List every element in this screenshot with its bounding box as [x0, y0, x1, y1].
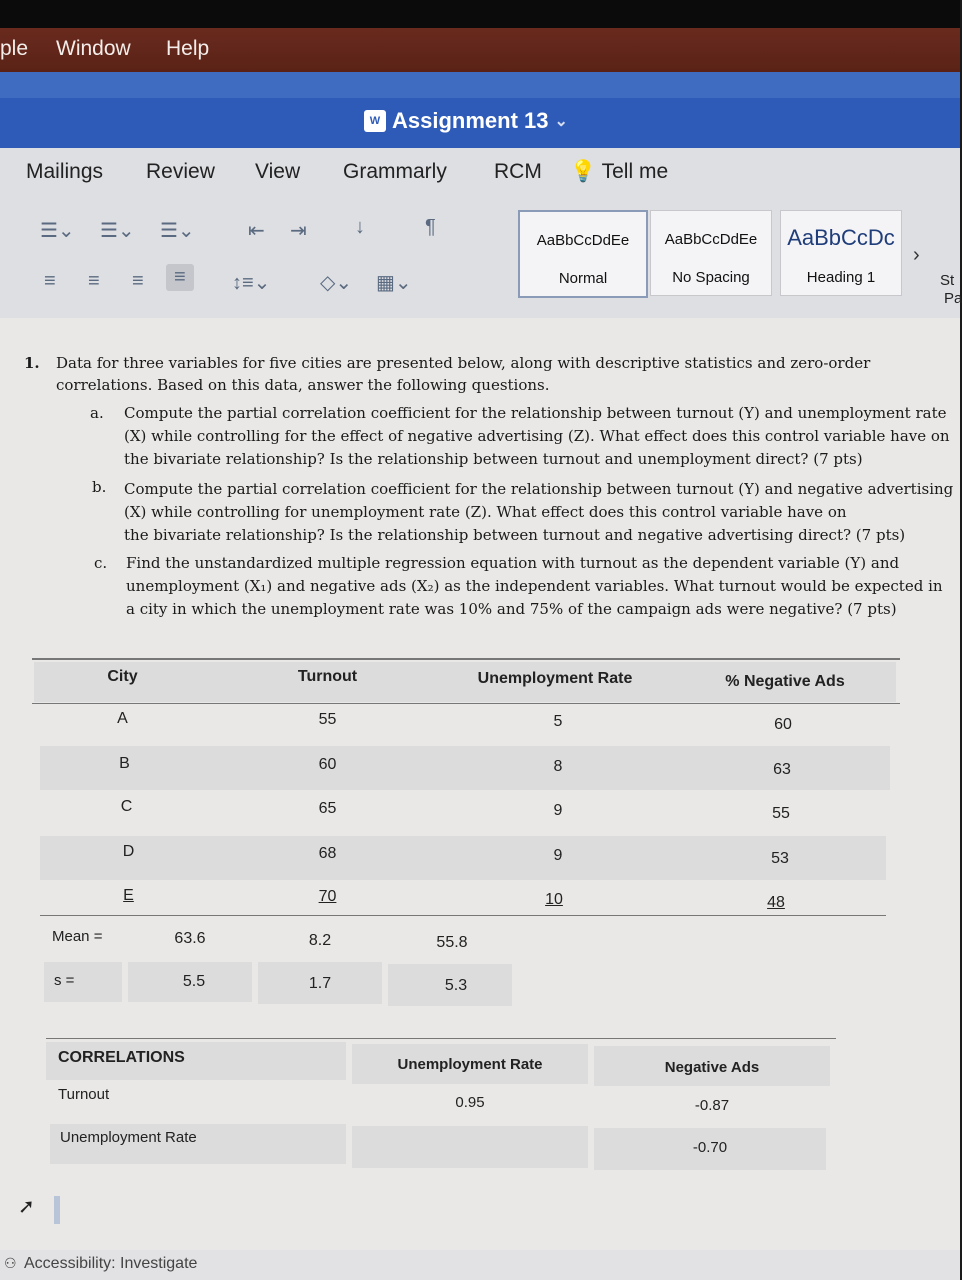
- numbering-icon[interactable]: ☰⌄: [100, 220, 135, 242]
- sd-turnout: 5.5: [182, 973, 206, 990]
- question-intro-line-2: correlations. Based on this data, answer the following questions.: [56, 376, 550, 394]
- align-right-icon[interactable]: ≡: [132, 270, 144, 292]
- pilcrow-icon[interactable]: ¶: [425, 216, 436, 238]
- cell-turnout-d: 68: [318, 845, 337, 862]
- corr-top-rule: [46, 1038, 836, 1039]
- part-c-line-1: Find the unstandardized multiple regression equation with turnout as the dependent variable (Y) and: [126, 554, 900, 572]
- style-no-spacing-sample: AaBbCcDdEe: [664, 231, 758, 248]
- cell-turnout-a: 55: [318, 711, 337, 728]
- style-normal-label: Normal: [558, 270, 608, 287]
- cell-unemp-c: 9: [553, 802, 563, 819]
- part-b-line-2: (X) while controlling for unemployment rate (Z). What effect does this control variable have on: [124, 503, 847, 521]
- header-negative-ads: % Negative Ads: [725, 673, 845, 690]
- cell-neg-a: 60: [774, 716, 792, 733]
- styles-next-icon[interactable]: ›: [913, 244, 920, 266]
- cell-turnout-c: 65: [318, 800, 337, 817]
- sort-icon[interactable]: ↓: [355, 216, 365, 238]
- cell-city-e: E: [123, 887, 134, 904]
- accessibility-icon[interactable]: ⚇: [4, 1255, 17, 1271]
- question-number: 1.: [24, 354, 40, 372]
- line-spacing-icon[interactable]: ↕≡⌄: [232, 272, 271, 294]
- cell-city-c: C: [120, 798, 133, 815]
- style-no-spacing[interactable]: [650, 210, 772, 296]
- part-a-line-3: the bivariate relationship? Is the relationship between turnout and unemployment direct? (7 pts): [124, 450, 863, 468]
- corr-title: CORRELATIONS: [58, 1049, 185, 1066]
- align-center-icon[interactable]: ≡: [88, 270, 100, 292]
- cell-neg-e: 48: [767, 894, 785, 911]
- document-name: Assignment 13: [392, 108, 549, 133]
- style-no-spacing-label: No Spacing: [672, 269, 750, 286]
- mouse-cursor-icon: ➚: [18, 1196, 35, 1218]
- increase-indent-icon[interactable]: ⇥: [290, 220, 307, 242]
- question-intro-line-1: Data for three variables for five cities are presented below, along with descriptive statistics and zero-order: [56, 354, 871, 372]
- tab-grammarly[interactable]: Grammarly: [343, 160, 447, 183]
- cell-neg-c: 55: [772, 805, 790, 822]
- cell-turnout-e: 70: [318, 888, 337, 905]
- style-normal-sample: AaBbCcDdEe: [536, 232, 630, 249]
- tell-me[interactable]: [570, 160, 668, 184]
- accessibility-status[interactable]: Accessibility: Investigate: [24, 1255, 198, 1272]
- status-bar: [0, 1250, 960, 1280]
- part-b-label: b.: [92, 478, 107, 496]
- cell-neg-d: 53: [771, 850, 789, 867]
- bullets-icon[interactable]: ☰⌄: [40, 220, 75, 242]
- justify-icon[interactable]: ≡: [166, 264, 194, 291]
- cell-unemp-e: 10: [545, 891, 563, 908]
- corr-row2-shade-2: [352, 1126, 588, 1168]
- sd-unemployment: 1.7: [308, 975, 332, 992]
- cell-city-b: B: [119, 755, 130, 772]
- part-c-label: c.: [94, 554, 108, 572]
- menu-help[interactable]: Help: [166, 37, 210, 60]
- cell-city-d: D: [122, 843, 135, 860]
- style-heading-1[interactable]: [780, 210, 902, 296]
- part-c-line-2: unemployment (X₁) and negative ads (X₂) as the independent variables. What turnout would be expected in: [126, 577, 943, 595]
- corr-turnout-negative-ads: -0.87: [694, 1097, 730, 1114]
- mean-unemployment: 8.2: [308, 932, 332, 949]
- menu-bar: [0, 28, 960, 72]
- document-title[interactable]: [364, 108, 568, 134]
- part-a-label: a.: [90, 404, 104, 422]
- part-a-line-1: Compute the partial correlation coefficient for the relationship between turnout (Y) and unemployment rate: [124, 404, 947, 422]
- document-page[interactable]: [0, 318, 960, 1280]
- corr-row-unemployment-label: Unemployment Rate: [60, 1129, 197, 1146]
- lightbulb-icon: 💡: [570, 160, 597, 183]
- styles-pane-label-2[interactable]: Pa: [944, 290, 962, 307]
- ribbon: [0, 148, 960, 318]
- tab-mailings[interactable]: Mailings: [26, 160, 104, 183]
- styles-pane-label[interactable]: St: [940, 272, 955, 289]
- corr-row-turnout-label: Turnout: [58, 1086, 110, 1103]
- cell-unemp-b: 8: [553, 758, 563, 775]
- cell-city-a: A: [117, 710, 128, 727]
- cell-unemp-d: 9: [553, 847, 563, 864]
- align-left-icon[interactable]: ≡: [44, 270, 56, 292]
- style-heading-1-sample: AaBbCcDc: [787, 225, 895, 250]
- cell-neg-b: 63: [773, 761, 791, 778]
- style-heading-1-label: Heading 1: [806, 269, 876, 286]
- header-turnout: Turnout: [297, 668, 358, 685]
- borders-icon[interactable]: ▦⌄: [376, 272, 412, 294]
- tab-view[interactable]: View: [255, 160, 301, 183]
- part-c-line-3: a city in which the unemployment rate was 10% and 75% of the campaign ads were negative? (7 pts): [126, 600, 897, 618]
- multilevel-list-icon[interactable]: ☰⌄: [160, 220, 195, 242]
- corr-unemployment-negative-ads: -0.70: [692, 1139, 728, 1156]
- header-unemployment: Unemployment Rate: [477, 670, 633, 687]
- word-doc-icon: W: [364, 110, 386, 132]
- text-insertion-caret: [54, 1196, 60, 1224]
- shading-icon[interactable]: ◇⌄: [320, 272, 353, 294]
- decrease-indent-icon[interactable]: ⇤: [248, 220, 265, 242]
- title-chevron-icon: ⌄: [554, 113, 568, 130]
- mean-turnout: 63.6: [174, 930, 206, 947]
- tab-review[interactable]: Review: [146, 160, 215, 183]
- title-strip: [0, 72, 960, 98]
- tab-rcm[interactable]: RCM: [494, 160, 542, 183]
- style-normal[interactable]: [518, 210, 648, 298]
- part-b-line-3: the bivariate relationship? Is the relationship between turnout and negative advertising direct? (7 pts): [124, 526, 906, 544]
- menu-app[interactable]: ple: [0, 37, 29, 60]
- correlations-table: [0, 318, 960, 1280]
- sd-negative-ads: 5.3: [444, 977, 468, 994]
- corr-col-negative-ads: Negative Ads: [664, 1059, 760, 1076]
- tell-me-label: Tell me: [601, 160, 669, 183]
- header-city: City: [107, 668, 138, 685]
- cell-unemp-a: 5: [553, 713, 563, 730]
- part-a-line-2: (X) while controlling for the effect of negative advertising (Z). What effect does this control variable have on: [124, 427, 950, 445]
- mean-negative-ads: 55.8: [436, 934, 468, 951]
- part-b-line-1: Compute the partial correlation coefficient for the relationship between turnout (Y) and negative advertising: [124, 480, 954, 498]
- corr-col-unemployment: Unemployment Rate: [397, 1056, 543, 1073]
- title-bar: [0, 98, 960, 148]
- menu-window[interactable]: Window: [56, 37, 131, 60]
- corr-turnout-unemployment: 0.95: [455, 1094, 485, 1111]
- screen-bezel: [0, 0, 960, 28]
- mean-label: Mean =: [52, 928, 103, 945]
- cell-turnout-b: 60: [318, 756, 337, 773]
- sd-label: s =: [54, 972, 75, 989]
